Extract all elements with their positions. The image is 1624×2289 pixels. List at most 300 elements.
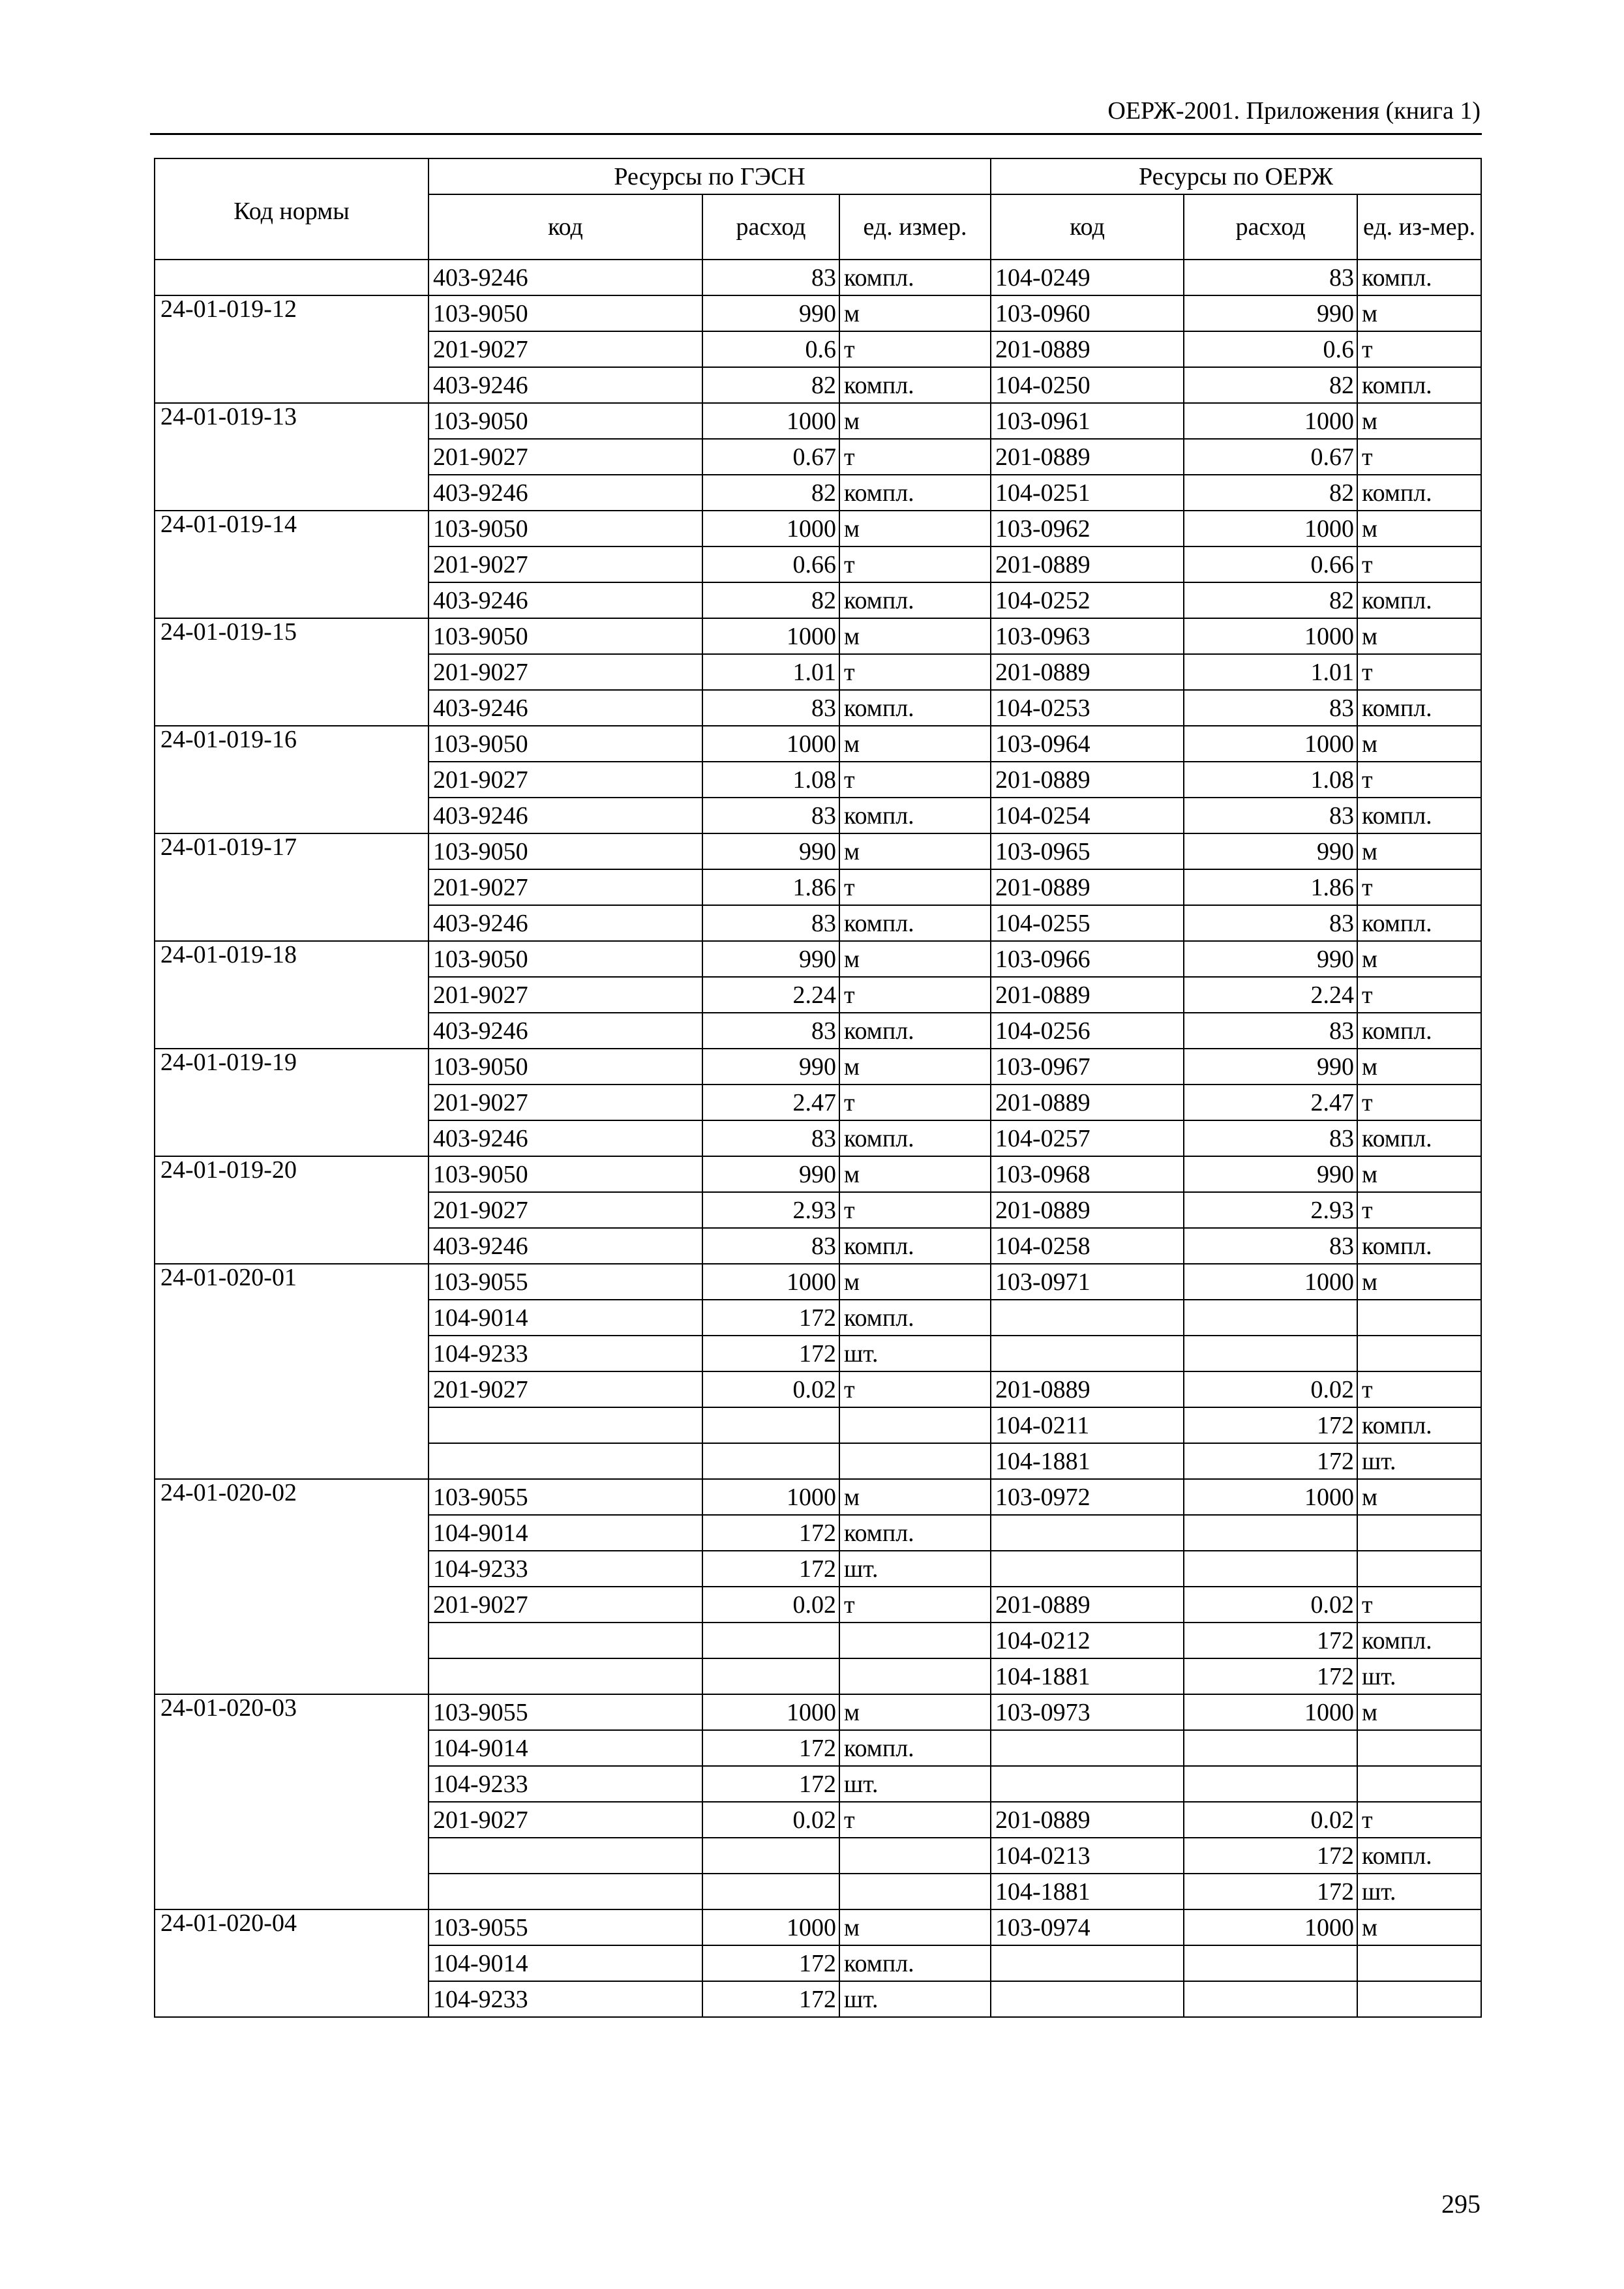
cell-gesn-code: 201-9027 (429, 546, 702, 582)
cell-oerzh-rate: 1.08 (1184, 762, 1357, 798)
cell-gesn-code: 103-9050 (429, 618, 702, 654)
cell-oerzh-code: 103-0965 (991, 833, 1184, 869)
cell-oerzh-rate: 1000 (1184, 1479, 1357, 1515)
cell-gesn-rate: 2.24 (702, 977, 839, 1013)
cell-gesn-rate: 0.67 (702, 439, 839, 475)
cell-oerzh-unit: т (1357, 331, 1481, 367)
cell-oerzh-rate: 990 (1184, 941, 1357, 977)
cell-norm-code: 24-01-019-16 (155, 726, 429, 833)
cell-oerzh-code: 104-0252 (991, 582, 1184, 618)
cell-gesn-code: 104-9233 (429, 1981, 702, 2017)
cell-gesn-rate: 990 (702, 1156, 839, 1192)
cell-gesn-unit: компл. (839, 582, 991, 618)
cell-gesn-code: 201-9027 (429, 1192, 702, 1228)
cell-gesn-code: 103-9050 (429, 1156, 702, 1192)
cell-oerzh-code: 104-0256 (991, 1013, 1184, 1049)
cell-gesn-unit: компл. (839, 1013, 991, 1049)
cell-norm-code: 24-01-020-02 (155, 1479, 429, 1694)
cell-oerzh-unit (1357, 1515, 1481, 1551)
cell-oerzh-unit: компл. (1357, 1407, 1481, 1443)
cell-oerzh-unit: компл. (1357, 1838, 1481, 1874)
col-head-oerzh-unit: ед. из-мер. (1357, 194, 1481, 260)
cell-oerzh-code: 201-0889 (991, 546, 1184, 582)
cell-oerzh-code: 104-0213 (991, 1838, 1184, 1874)
cell-oerzh-unit: м (1357, 403, 1481, 439)
cell-oerzh-unit: т (1357, 1085, 1481, 1120)
cell-gesn-code: 104-9014 (429, 1515, 702, 1551)
cell-gesn-code: 403-9246 (429, 690, 702, 726)
cell-oerzh-unit: м (1357, 295, 1481, 331)
cell-oerzh-unit: т (1357, 1192, 1481, 1228)
cell-gesn-code: 201-9027 (429, 1587, 702, 1623)
cell-oerzh-rate (1184, 1515, 1357, 1551)
cell-gesn-rate (702, 1407, 839, 1443)
cell-gesn-rate (702, 1443, 839, 1479)
table-row (155, 403, 1481, 439)
table-row (155, 726, 1481, 762)
cell-gesn-code: 104-9014 (429, 1300, 702, 1336)
cell-oerzh-rate: 83 (1184, 798, 1357, 833)
table-row (155, 941, 1481, 977)
cell-gesn-rate (702, 1623, 839, 1658)
cell-norm-code: 24-01-020-04 (155, 1909, 429, 2017)
col-head-gesn-rate: расход (702, 194, 839, 260)
table-row (155, 833, 1481, 869)
cell-norm-code: 24-01-020-01 (155, 1264, 429, 1479)
cell-oerzh-code: 201-0889 (991, 1371, 1184, 1407)
cell-oerzh-unit: м (1357, 618, 1481, 654)
cell-gesn-code: 104-9014 (429, 1730, 702, 1766)
cell-oerzh-rate: 990 (1184, 833, 1357, 869)
resources-table (154, 158, 1482, 2018)
cell-norm-code: 24-01-019-13 (155, 403, 429, 511)
cell-gesn-unit: м (839, 1049, 991, 1085)
cell-oerzh-rate (1184, 1336, 1357, 1371)
cell-oerzh-code: 201-0889 (991, 869, 1184, 905)
cell-oerzh-code: 103-0961 (991, 403, 1184, 439)
cell-gesn-unit (839, 1874, 991, 1909)
cell-oerzh-code (991, 1336, 1184, 1371)
cell-gesn-rate: 1000 (702, 403, 839, 439)
table-row (155, 1479, 1481, 1515)
running-title: ОЕРЖ-2001. Приложения (книга 1) (1107, 97, 1481, 125)
cell-gesn-rate: 1.08 (702, 762, 839, 798)
cell-gesn-rate: 990 (702, 941, 839, 977)
cell-gesn-unit: м (839, 295, 991, 331)
cell-gesn-rate: 990 (702, 295, 839, 331)
cell-oerzh-code: 201-0889 (991, 762, 1184, 798)
cell-gesn-rate: 1.01 (702, 654, 839, 690)
cell-oerzh-unit: компл. (1357, 905, 1481, 941)
table-row (155, 1264, 1481, 1300)
cell-gesn-rate: 990 (702, 1049, 839, 1085)
cell-oerzh-unit: т (1357, 762, 1481, 798)
cell-oerzh-rate: 2.47 (1184, 1085, 1357, 1120)
cell-oerzh-rate: 172 (1184, 1838, 1357, 1874)
cell-oerzh-unit: компл. (1357, 582, 1481, 618)
cell-gesn-rate: 83 (702, 798, 839, 833)
cell-oerzh-code: 104-0253 (991, 690, 1184, 726)
cell-gesn-code (429, 1658, 702, 1694)
cell-oerzh-rate: 1000 (1184, 618, 1357, 654)
cell-norm-code: 24-01-019-14 (155, 511, 429, 618)
table-body (155, 260, 1481, 2017)
cell-gesn-rate (702, 1874, 839, 1909)
cell-gesn-unit: м (839, 1909, 991, 1945)
cell-oerzh-unit: компл. (1357, 690, 1481, 726)
cell-gesn-code: 201-9027 (429, 1085, 702, 1120)
cell-gesn-unit: шт. (839, 1551, 991, 1587)
cell-gesn-unit: т (839, 1802, 991, 1838)
cell-oerzh-code: 201-0889 (991, 1587, 1184, 1623)
cell-oerzh-code: 104-0251 (991, 475, 1184, 511)
cell-oerzh-rate: 82 (1184, 475, 1357, 511)
cell-gesn-rate: 1000 (702, 726, 839, 762)
resources-table-container (154, 158, 1482, 2018)
cell-gesn-rate: 1000 (702, 1479, 839, 1515)
cell-gesn-rate: 0.66 (702, 546, 839, 582)
cell-gesn-code: 201-9027 (429, 439, 702, 475)
cell-oerzh-code: 103-0971 (991, 1264, 1184, 1300)
cell-gesn-code: 103-9055 (429, 1479, 702, 1515)
cell-gesn-unit (839, 1658, 991, 1694)
cell-oerzh-code (991, 1730, 1184, 1766)
cell-oerzh-code: 201-0889 (991, 439, 1184, 475)
cell-oerzh-rate: 82 (1184, 582, 1357, 618)
cell-gesn-code: 103-9050 (429, 1049, 702, 1085)
cell-oerzh-unit: т (1357, 439, 1481, 475)
table-row (155, 1694, 1481, 1730)
cell-gesn-code: 104-9014 (429, 1945, 702, 1981)
cell-oerzh-rate (1184, 1766, 1357, 1802)
cell-gesn-unit: т (839, 762, 991, 798)
cell-gesn-unit (839, 1443, 991, 1479)
cell-gesn-rate: 172 (702, 1730, 839, 1766)
cell-gesn-unit: м (839, 941, 991, 977)
cell-oerzh-rate: 83 (1184, 690, 1357, 726)
cell-gesn-rate: 82 (702, 582, 839, 618)
cell-oerzh-unit: компл. (1357, 1228, 1481, 1264)
cell-gesn-unit: шт. (839, 1336, 991, 1371)
cell-gesn-unit: м (839, 1479, 991, 1515)
cell-norm-code: 24-01-019-17 (155, 833, 429, 941)
cell-gesn-unit: шт. (839, 1981, 991, 2017)
cell-oerzh-unit: м (1357, 1479, 1481, 1515)
cell-oerzh-rate: 1000 (1184, 1909, 1357, 1945)
cell-oerzh-code: 103-0962 (991, 511, 1184, 546)
cell-oerzh-unit: м (1357, 941, 1481, 977)
cell-oerzh-code: 201-0889 (991, 1192, 1184, 1228)
cell-gesn-rate: 83 (702, 1120, 839, 1156)
cell-oerzh-rate: 0.02 (1184, 1371, 1357, 1407)
cell-oerzh-unit: компл. (1357, 1623, 1481, 1658)
col-head-gesn-code: код (429, 194, 702, 260)
page-number: 295 (1441, 2189, 1481, 2219)
cell-gesn-code (429, 1838, 702, 1874)
cell-oerzh-unit: компл. (1357, 367, 1481, 403)
cell-gesn-rate: 83 (702, 690, 839, 726)
cell-gesn-code: 403-9246 (429, 905, 702, 941)
cell-gesn-unit: м (839, 511, 991, 546)
cell-gesn-unit: компл. (839, 1120, 991, 1156)
cell-gesn-rate: 1.86 (702, 869, 839, 905)
cell-oerzh-code (991, 1551, 1184, 1587)
cell-norm-code: 24-01-019-12 (155, 295, 429, 403)
cell-gesn-rate: 0.02 (702, 1587, 839, 1623)
cell-oerzh-rate: 83 (1184, 1120, 1357, 1156)
cell-gesn-unit: компл. (839, 1730, 991, 1766)
cell-oerzh-rate: 0.02 (1184, 1587, 1357, 1623)
group-head-oerzh: Ресурсы по ОЕРЖ (991, 158, 1481, 194)
cell-oerzh-code: 201-0889 (991, 1802, 1184, 1838)
cell-oerzh-unit: м (1357, 833, 1481, 869)
cell-oerzh-code: 104-0257 (991, 1120, 1184, 1156)
cell-gesn-unit: компл. (839, 798, 991, 833)
cell-oerzh-rate: 1000 (1184, 1694, 1357, 1730)
cell-gesn-code: 403-9246 (429, 1120, 702, 1156)
cell-oerzh-rate: 172 (1184, 1874, 1357, 1909)
cell-oerzh-rate (1184, 1730, 1357, 1766)
cell-oerzh-unit: т (1357, 1802, 1481, 1838)
cell-oerzh-unit: т (1357, 1587, 1481, 1623)
cell-oerzh-rate: 1.86 (1184, 869, 1357, 905)
cell-gesn-unit: м (839, 1156, 991, 1192)
cell-oerzh-unit: шт. (1357, 1443, 1481, 1479)
cell-gesn-unit: т (839, 439, 991, 475)
cell-oerzh-code (991, 1515, 1184, 1551)
cell-gesn-rate: 83 (702, 905, 839, 941)
cell-oerzh-unit: м (1357, 1909, 1481, 1945)
cell-oerzh-unit: м (1357, 511, 1481, 546)
cell-oerzh-unit: компл. (1357, 1120, 1481, 1156)
table-row (155, 1049, 1481, 1085)
cell-oerzh-unit: м (1357, 1694, 1481, 1730)
cell-gesn-code: 201-9027 (429, 869, 702, 905)
cell-gesn-code: 104-9233 (429, 1766, 702, 1802)
table-head-row-1 (155, 158, 1481, 194)
cell-gesn-code: 403-9246 (429, 1228, 702, 1264)
cell-oerzh-rate: 1000 (1184, 403, 1357, 439)
cell-gesn-code: 403-9246 (429, 582, 702, 618)
cell-gesn-code: 403-9246 (429, 367, 702, 403)
cell-oerzh-code: 104-0212 (991, 1623, 1184, 1658)
cell-oerzh-code: 103-0967 (991, 1049, 1184, 1085)
cell-oerzh-code: 104-1881 (991, 1658, 1184, 1694)
cell-gesn-code (429, 1623, 702, 1658)
cell-gesn-rate: 0.02 (702, 1802, 839, 1838)
cell-gesn-code: 201-9027 (429, 331, 702, 367)
cell-norm-code: 24-01-020-03 (155, 1694, 429, 1909)
cell-oerzh-unit (1357, 1981, 1481, 2017)
cell-oerzh-code: 104-0249 (991, 260, 1184, 295)
cell-gesn-unit (839, 1407, 991, 1443)
cell-oerzh-rate: 1.01 (1184, 654, 1357, 690)
cell-oerzh-rate: 0.66 (1184, 546, 1357, 582)
cell-oerzh-rate: 990 (1184, 1049, 1357, 1085)
cell-gesn-rate: 1000 (702, 1694, 839, 1730)
cell-oerzh-unit (1357, 1551, 1481, 1587)
cell-gesn-rate: 0.6 (702, 331, 839, 367)
cell-oerzh-rate: 83 (1184, 905, 1357, 941)
cell-gesn-unit: т (839, 331, 991, 367)
cell-gesn-unit: компл. (839, 690, 991, 726)
cell-oerzh-unit: т (1357, 546, 1481, 582)
cell-oerzh-code: 103-0964 (991, 726, 1184, 762)
cell-gesn-unit: т (839, 1085, 991, 1120)
cell-gesn-unit: компл. (839, 1515, 991, 1551)
cell-oerzh-code: 104-0250 (991, 367, 1184, 403)
cell-oerzh-code (991, 1945, 1184, 1981)
cell-oerzh-unit: компл. (1357, 475, 1481, 511)
cell-gesn-code: 403-9246 (429, 798, 702, 833)
cell-oerzh-rate: 172 (1184, 1407, 1357, 1443)
cell-gesn-rate: 1000 (702, 618, 839, 654)
cell-gesn-code: 104-9233 (429, 1336, 702, 1371)
cell-gesn-rate: 172 (702, 1336, 839, 1371)
cell-gesn-unit: т (839, 1192, 991, 1228)
table-row (155, 260, 1481, 295)
cell-gesn-unit: компл. (839, 1945, 991, 1981)
cell-oerzh-rate: 2.24 (1184, 977, 1357, 1013)
cell-gesn-rate: 83 (702, 1228, 839, 1264)
cell-gesn-unit: т (839, 546, 991, 582)
cell-gesn-unit: компл. (839, 1228, 991, 1264)
cell-oerzh-rate: 1000 (1184, 511, 1357, 546)
cell-gesn-rate: 83 (702, 1013, 839, 1049)
cell-oerzh-rate (1184, 1945, 1357, 1981)
cell-gesn-unit: м (839, 618, 991, 654)
cell-norm-code: 24-01-019-15 (155, 618, 429, 726)
cell-gesn-unit: т (839, 654, 991, 690)
cell-oerzh-unit: шт. (1357, 1658, 1481, 1694)
cell-gesn-unit: т (839, 869, 991, 905)
cell-gesn-rate: 172 (702, 1766, 839, 1802)
cell-gesn-rate: 2.47 (702, 1085, 839, 1120)
cell-oerzh-rate (1184, 1551, 1357, 1587)
cell-gesn-rate: 172 (702, 1300, 839, 1336)
cell-oerzh-unit: т (1357, 977, 1481, 1013)
cell-gesn-code (429, 1443, 702, 1479)
cell-gesn-unit: компл. (839, 367, 991, 403)
cell-norm-code: 24-01-019-19 (155, 1049, 429, 1156)
cell-gesn-unit: м (839, 403, 991, 439)
table-row (155, 295, 1481, 331)
cell-gesn-code: 403-9246 (429, 475, 702, 511)
cell-gesn-code: 201-9027 (429, 762, 702, 798)
col-head-oerzh-rate: расход (1184, 194, 1357, 260)
cell-oerzh-code (991, 1300, 1184, 1336)
cell-oerzh-rate: 0.67 (1184, 439, 1357, 475)
cell-oerzh-code: 103-0960 (991, 295, 1184, 331)
cell-gesn-code: 103-9050 (429, 833, 702, 869)
cell-oerzh-code: 103-0966 (991, 941, 1184, 977)
cell-gesn-rate: 0.02 (702, 1371, 839, 1407)
cell-gesn-rate: 83 (702, 260, 839, 295)
cell-oerzh-unit: м (1357, 726, 1481, 762)
cell-norm-code (155, 260, 429, 295)
cell-gesn-code (429, 1407, 702, 1443)
cell-gesn-unit: т (839, 1587, 991, 1623)
cell-oerzh-code: 104-1881 (991, 1443, 1184, 1479)
cell-gesn-code: 104-9233 (429, 1551, 702, 1587)
cell-gesn-unit (839, 1623, 991, 1658)
col-head-oerzh-code: код (991, 194, 1184, 260)
cell-oerzh-code (991, 1766, 1184, 1802)
cell-gesn-code: 403-9246 (429, 260, 702, 295)
cell-gesn-rate: 2.93 (702, 1192, 839, 1228)
cell-oerzh-unit: шт. (1357, 1874, 1481, 1909)
cell-gesn-rate: 172 (702, 1945, 839, 1981)
cell-oerzh-code: 103-0972 (991, 1479, 1184, 1515)
cell-oerzh-code: 103-0968 (991, 1156, 1184, 1192)
cell-oerzh-code: 104-0258 (991, 1228, 1184, 1264)
cell-gesn-unit: м (839, 1264, 991, 1300)
cell-gesn-unit: компл. (839, 905, 991, 941)
cell-oerzh-unit: т (1357, 1371, 1481, 1407)
cell-gesn-code: 103-9050 (429, 941, 702, 977)
cell-gesn-unit: м (839, 833, 991, 869)
cell-norm-code: 24-01-019-18 (155, 941, 429, 1049)
cell-oerzh-unit (1357, 1766, 1481, 1802)
cell-gesn-unit: т (839, 1371, 991, 1407)
cell-oerzh-code: 104-1881 (991, 1874, 1184, 1909)
cell-oerzh-unit: компл. (1357, 798, 1481, 833)
cell-gesn-code: 103-9055 (429, 1264, 702, 1300)
cell-gesn-unit: т (839, 977, 991, 1013)
cell-oerzh-rate: 990 (1184, 295, 1357, 331)
cell-gesn-unit: м (839, 1694, 991, 1730)
cell-gesn-code: 103-9050 (429, 403, 702, 439)
cell-gesn-code: 201-9027 (429, 1371, 702, 1407)
cell-oerzh-rate: 1000 (1184, 726, 1357, 762)
cell-gesn-rate: 82 (702, 475, 839, 511)
cell-gesn-code: 201-9027 (429, 654, 702, 690)
cell-gesn-rate (702, 1838, 839, 1874)
cell-oerzh-unit: т (1357, 654, 1481, 690)
cell-gesn-unit: м (839, 726, 991, 762)
cell-oerzh-unit: компл. (1357, 1013, 1481, 1049)
cell-oerzh-unit: т (1357, 869, 1481, 905)
cell-oerzh-unit: м (1357, 1156, 1481, 1192)
col-head-gesn-unit: ед. измер. (839, 194, 991, 260)
cell-oerzh-unit (1357, 1945, 1481, 1981)
cell-gesn-code: 201-9027 (429, 977, 702, 1013)
cell-gesn-rate: 1000 (702, 1264, 839, 1300)
cell-oerzh-rate: 0.6 (1184, 331, 1357, 367)
cell-oerzh-code: 103-0963 (991, 618, 1184, 654)
cell-oerzh-code: 201-0889 (991, 654, 1184, 690)
cell-gesn-code: 103-9050 (429, 295, 702, 331)
cell-oerzh-rate: 172 (1184, 1658, 1357, 1694)
cell-oerzh-rate: 990 (1184, 1156, 1357, 1192)
cell-gesn-unit: компл. (839, 475, 991, 511)
cell-gesn-rate: 172 (702, 1515, 839, 1551)
cell-oerzh-code: 201-0889 (991, 1085, 1184, 1120)
cell-oerzh-rate: 83 (1184, 1013, 1357, 1049)
cell-oerzh-rate: 82 (1184, 367, 1357, 403)
cell-gesn-rate: 990 (702, 833, 839, 869)
cell-oerzh-code: 103-0974 (991, 1909, 1184, 1945)
cell-gesn-code (429, 1874, 702, 1909)
cell-gesn-rate (702, 1658, 839, 1694)
cell-oerzh-code: 104-0211 (991, 1407, 1184, 1443)
cell-gesn-code: 103-9055 (429, 1694, 702, 1730)
cell-gesn-code: 201-9027 (429, 1802, 702, 1838)
cell-oerzh-code: 104-0255 (991, 905, 1184, 941)
cell-oerzh-rate (1184, 1981, 1357, 2017)
cell-oerzh-unit (1357, 1730, 1481, 1766)
cell-oerzh-code: 103-0973 (991, 1694, 1184, 1730)
